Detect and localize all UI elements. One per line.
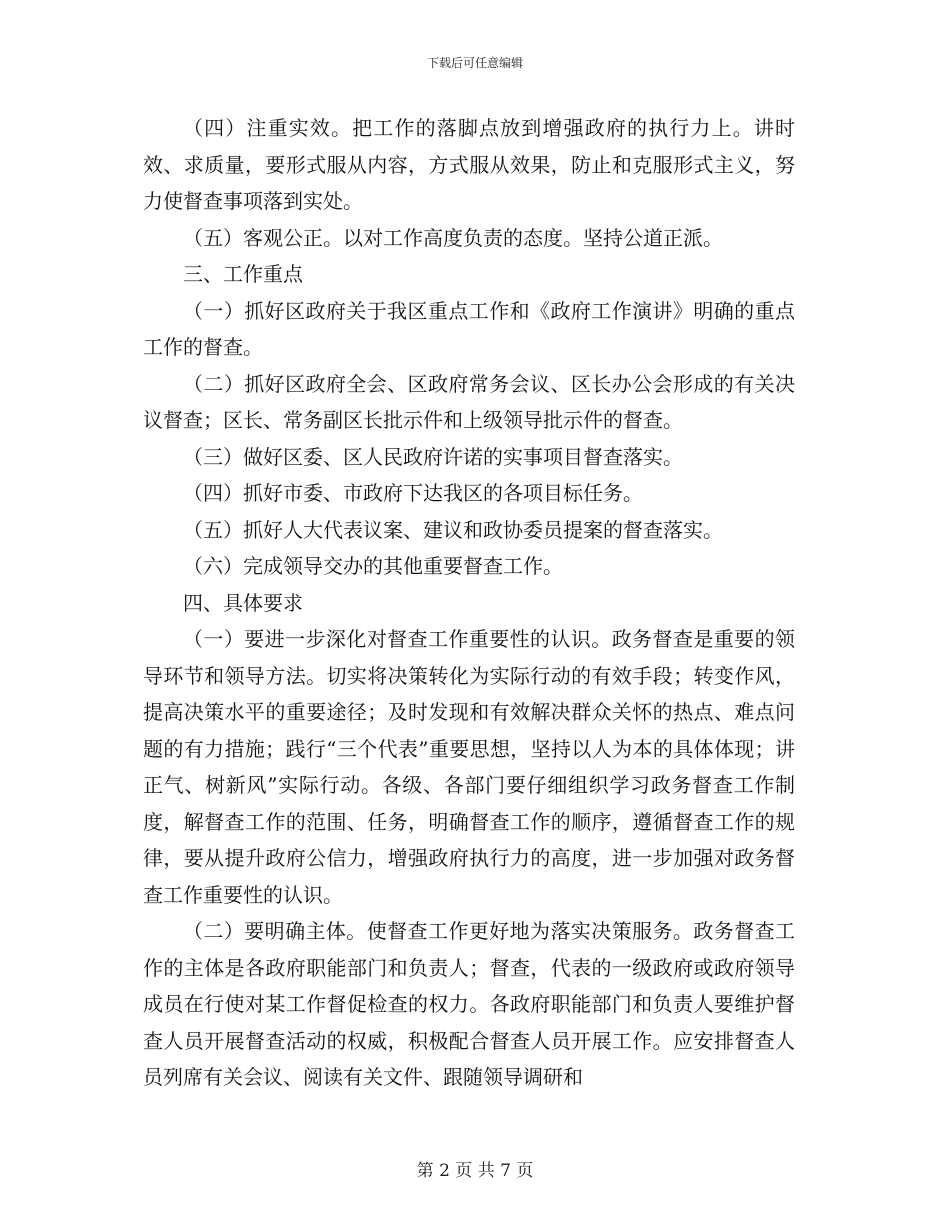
paragraph-2: （五）客观公正。以对工作高度负责的态度。坚持公道正派。 xyxy=(183,225,723,250)
paragraph-4: （一）抓好区政府关于我区重点工作和《政府工作演讲》明确的重点工作的督查。 xyxy=(143,298,795,359)
paragraph-7: （四）抓好市委、市政府下达我区的各项目标任务。 xyxy=(183,481,643,505)
paragraph-5: （二）抓好区政府全会、区政府常务会议、区长办公会形成的有关决议督查；区长、常务副区长批示件和上级领导批示件的督查。 xyxy=(143,371,795,432)
paragraph-1: （四）注重实效。把工作的落脚点放到增强政府的执行力上。讲时效、求质量，要形式服从内容，方式服从效果，防止和克服形式主义，努力使督查事项落到实处。 xyxy=(143,116,795,213)
paragraph-12: （二）要明确主体。使督查工作更好地为落实决策服务。政务督查工作的主体是各政府职能部门和负责人；督查，代表的一级政府或政府领导成员在行使对某工作督促检查的权力。各政府职能部门和负责人要维护督查人员开展督查活动的权威，积极配合督查人员开展工作。应安排督查人员列席有关会议、阅读有关文件、跟随领导调研和 xyxy=(143,919,795,1089)
section-heading-4: 四、具体要求 xyxy=(183,590,303,615)
paragraph-6: （三）做好区委、区人民政府许诺的实事项目督查落实。 xyxy=(183,444,683,469)
paragraph-11: （一）要进一步深化对督查工作重要性的认识。政务督查是重要的领导环节和领导方法。切实将决策转化为实际行动的有效手段；转变作风，提高决策水平的重要途径；及时发现和有效解决群众关怀的热点、难点问题的有力措施；践行“三个代表”重要思想，坚持以人为本的具体体现；讲正气、树新风”实际行动。各级、各部门要仔细组织学习政务督查工作制度，解督查工作的范围、任务，明确督查工作的顺序，遵循督查工作的规律，要从提升政府公信力，增强政府执行力的高度，进一步加强对政务督查工作重要性的认识。 xyxy=(143,627,795,907)
header-note: 下载后可任意编辑 xyxy=(426,56,523,70)
paragraph-9: （六）完成领导交办的其他重要督查工作。 xyxy=(183,554,563,578)
document-body xyxy=(143,110,795,1096)
page-number-footer: 第 2 页 共 7 页 xyxy=(416,1161,534,1181)
section-heading-3: 三、工作重点 xyxy=(183,262,303,286)
paragraph-8: （五）抓好人大代表议案、建议和政协委员提案的督查落实。 xyxy=(183,517,723,542)
